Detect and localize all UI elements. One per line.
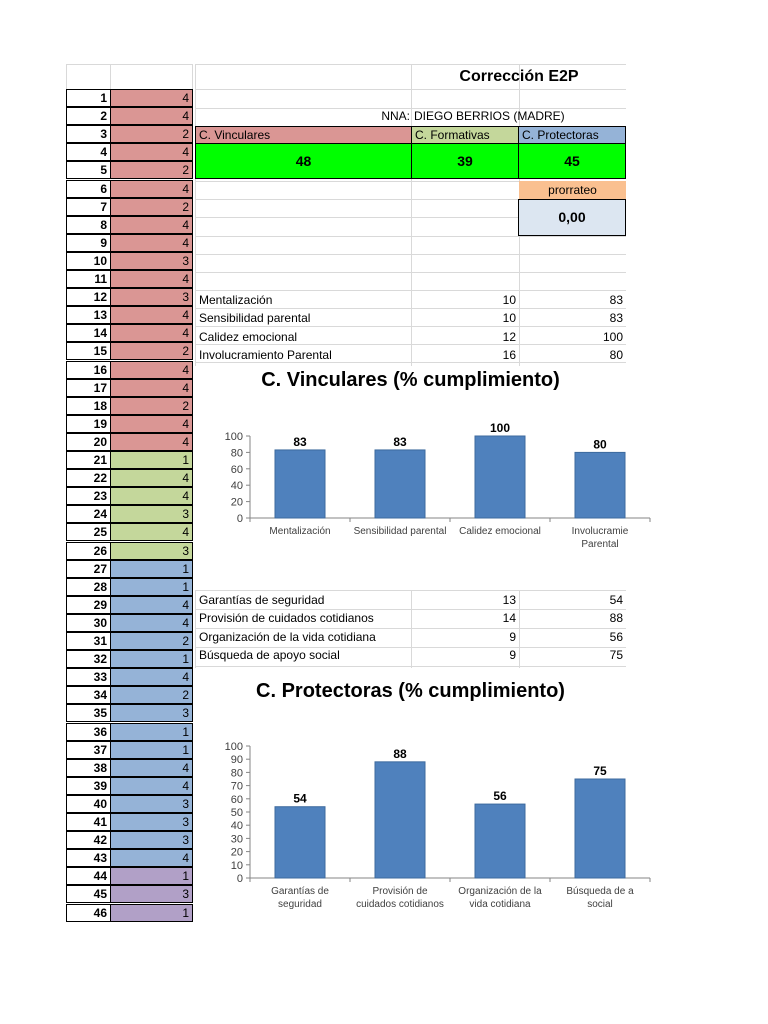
bar bbox=[275, 450, 325, 518]
item-value[interactable]: 4 bbox=[110, 180, 193, 198]
item-value[interactable]: 4 bbox=[110, 614, 193, 632]
item-number[interactable]: 32 bbox=[66, 650, 111, 668]
item-number[interactable]: 6 bbox=[66, 180, 111, 198]
item-number[interactable]: 24 bbox=[66, 505, 111, 523]
item-number[interactable]: 11 bbox=[66, 270, 111, 288]
category-label: Calidez emocional bbox=[459, 526, 541, 537]
item-value[interactable]: 4 bbox=[110, 523, 193, 541]
table-label: Sensibilidad parental bbox=[199, 311, 311, 326]
item-number[interactable]: 36 bbox=[66, 723, 111, 741]
item-value[interactable]: 4 bbox=[110, 668, 193, 686]
data-label: 56 bbox=[493, 789, 507, 804]
item-value[interactable]: 1 bbox=[110, 578, 193, 596]
item-value[interactable]: 2 bbox=[110, 198, 193, 216]
category-header-formativas: C. Formativas bbox=[411, 126, 519, 144]
item-value[interactable]: 4 bbox=[110, 469, 193, 487]
item-value[interactable]: 4 bbox=[110, 89, 193, 107]
table-label: Garantías de seguridad bbox=[199, 593, 325, 607]
item-value[interactable]: 1 bbox=[110, 451, 193, 469]
bar bbox=[275, 807, 325, 878]
table-percent: 83 bbox=[609, 311, 623, 326]
item-value[interactable]: 1 bbox=[110, 867, 193, 885]
item-number[interactable]: 25 bbox=[66, 523, 111, 541]
item-number[interactable]: 7 bbox=[66, 198, 111, 216]
bar bbox=[575, 452, 625, 518]
category-label: Provisión de bbox=[372, 886, 428, 897]
item-number[interactable]: 16 bbox=[66, 361, 111, 379]
item-value[interactable]: 4 bbox=[110, 143, 193, 161]
table-raw-score: 14 bbox=[502, 611, 516, 626]
table-raw-score: 16 bbox=[502, 348, 516, 363]
item-number[interactable]: 39 bbox=[66, 777, 111, 795]
data-label: 83 bbox=[393, 434, 407, 449]
item-value[interactable]: 4 bbox=[110, 849, 193, 867]
category-label: social bbox=[587, 899, 613, 910]
item-value[interactable]: 4 bbox=[110, 759, 193, 777]
table-raw-score: 9 bbox=[509, 629, 516, 644]
item-value[interactable]: 2 bbox=[110, 342, 193, 360]
item-value[interactable]: 3 bbox=[110, 505, 193, 523]
item-value[interactable]: 4 bbox=[110, 361, 193, 379]
grid-line bbox=[195, 64, 196, 366]
item-number[interactable]: 9 bbox=[66, 234, 111, 252]
table-label: Provisión de cuidados cotidianos bbox=[199, 611, 374, 626]
item-number[interactable]: 19 bbox=[66, 415, 111, 433]
header-cell-a bbox=[66, 64, 111, 90]
item-number[interactable]: 33 bbox=[66, 668, 111, 686]
item-value[interactable]: 1 bbox=[110, 723, 193, 741]
table-raw-score: 10 bbox=[502, 293, 516, 307]
table-percent: 75 bbox=[609, 648, 623, 663]
item-value[interactable]: 2 bbox=[110, 686, 193, 704]
category-header-vinculares: C. Vinculares bbox=[195, 126, 412, 144]
category-label: Garantías de bbox=[271, 886, 329, 897]
y-tick-label: 70 bbox=[230, 780, 243, 793]
category-label: seguridad bbox=[278, 899, 322, 910]
table-label: Organización de la vida cotidiana bbox=[199, 629, 376, 644]
chart-vinculares bbox=[195, 415, 629, 560]
chart-protectoras bbox=[195, 735, 634, 915]
category-label: Parental bbox=[581, 539, 619, 550]
item-number[interactable]: 40 bbox=[66, 795, 111, 813]
item-value[interactable]: 3 bbox=[110, 831, 193, 849]
item-value[interactable]: 4 bbox=[110, 324, 193, 342]
y-tick-label: 90 bbox=[230, 754, 243, 767]
item-number[interactable]: 44 bbox=[66, 867, 111, 885]
data-label: 88 bbox=[393, 746, 407, 761]
category-label: vida cotidiana bbox=[469, 899, 531, 910]
table-raw-score: 9 bbox=[509, 648, 516, 663]
data-label: 100 bbox=[489, 421, 511, 435]
data-label: 54 bbox=[293, 791, 307, 806]
header-cell-b bbox=[110, 64, 193, 90]
table-raw-score: 10 bbox=[502, 311, 516, 326]
item-number[interactable]: 46 bbox=[66, 904, 111, 922]
item-value[interactable]: 3 bbox=[110, 795, 193, 813]
item-value[interactable]: 4 bbox=[110, 433, 193, 451]
item-value[interactable]: 2 bbox=[110, 125, 193, 143]
y-tick-label: 30 bbox=[230, 833, 243, 846]
bar bbox=[375, 762, 425, 878]
item-number[interactable]: 41 bbox=[66, 813, 111, 831]
score-protectoras: 45 bbox=[518, 143, 626, 179]
table-label: Involucramiento Parental bbox=[199, 348, 332, 363]
item-number[interactable]: 14 bbox=[66, 324, 111, 342]
item-value[interactable]: 3 bbox=[110, 252, 193, 270]
table-percent: 83 bbox=[609, 293, 623, 307]
nna-label: NNA: bbox=[381, 109, 410, 123]
prorrateo-value: 0,00 bbox=[518, 199, 626, 236]
table-percent: 54 bbox=[609, 593, 623, 607]
item-value[interactable]: 4 bbox=[110, 379, 193, 397]
y-tick-label: 40 bbox=[230, 480, 243, 493]
item-number[interactable]: 4 bbox=[66, 143, 111, 161]
y-tick-label: 0 bbox=[236, 873, 243, 885]
score-formativas: 39 bbox=[411, 143, 519, 179]
item-value[interactable]: 4 bbox=[110, 234, 193, 252]
item-value[interactable]: 4 bbox=[110, 487, 193, 505]
item-number[interactable]: 5 bbox=[66, 161, 111, 179]
y-tick-label: 20 bbox=[230, 496, 243, 509]
data-label: 83 bbox=[293, 434, 307, 449]
item-number[interactable]: 28 bbox=[66, 578, 111, 596]
item-value[interactable]: 1 bbox=[110, 741, 193, 759]
item-value[interactable]: 4 bbox=[110, 270, 193, 288]
y-tick-label: 60 bbox=[230, 463, 243, 476]
item-number[interactable]: 17 bbox=[66, 379, 111, 397]
item-number[interactable]: 10 bbox=[66, 252, 111, 270]
item-number[interactable]: 45 bbox=[66, 885, 111, 903]
y-tick-label: 0 bbox=[236, 513, 243, 525]
item-number[interactable]: 12 bbox=[66, 288, 111, 306]
table-label: Mentalización bbox=[199, 293, 273, 307]
item-value[interactable]: 3 bbox=[110, 704, 193, 722]
table-percent: 100 bbox=[602, 329, 623, 344]
table-raw-score: 13 bbox=[502, 593, 516, 607]
y-tick-label: 100 bbox=[224, 431, 243, 443]
item-number[interactable]: 29 bbox=[66, 596, 111, 614]
bar bbox=[375, 450, 425, 518]
y-tick-label: 60 bbox=[230, 793, 243, 806]
prorrateo-label: prorrateo bbox=[519, 181, 626, 199]
y-tick-label: 80 bbox=[230, 767, 243, 780]
item-number[interactable]: 31 bbox=[66, 632, 111, 650]
item-value[interactable]: 1 bbox=[110, 560, 193, 578]
item-number[interactable]: 1 bbox=[66, 89, 111, 107]
item-number[interactable]: 34 bbox=[66, 686, 111, 704]
item-value[interactable]: 4 bbox=[110, 216, 193, 234]
item-number[interactable]: 22 bbox=[66, 469, 111, 487]
item-number[interactable]: 3 bbox=[66, 125, 111, 143]
item-value[interactable]: 4 bbox=[110, 777, 193, 795]
item-value[interactable]: 2 bbox=[110, 161, 193, 179]
nna-value: DIEGO BERRIOS (MADRE) bbox=[414, 109, 565, 123]
item-number[interactable]: 15 bbox=[66, 342, 111, 360]
grid-line bbox=[195, 590, 196, 668]
item-number[interactable]: 37 bbox=[66, 741, 111, 759]
item-number[interactable]: 35 bbox=[66, 704, 111, 722]
category-label: Organización de la bbox=[458, 886, 542, 897]
category-label: Búsqueda de a bbox=[566, 886, 634, 897]
table-percent: 80 bbox=[609, 348, 623, 363]
table-percent: 88 bbox=[609, 611, 623, 626]
item-value[interactable]: 3 bbox=[110, 813, 193, 831]
item-number[interactable]: 2 bbox=[66, 107, 111, 125]
item-value[interactable]: 4 bbox=[110, 596, 193, 614]
bar bbox=[475, 436, 525, 518]
chart-title-protectoras: C. Protectoras (% cumplimiento) bbox=[256, 680, 565, 702]
item-value[interactable]: 3 bbox=[110, 288, 193, 306]
y-tick-label: 40 bbox=[230, 820, 243, 833]
category-header-protectoras: C. Protectoras bbox=[518, 126, 626, 144]
y-tick-label: 10 bbox=[230, 859, 243, 872]
y-tick-label: 100 bbox=[224, 741, 243, 753]
item-number[interactable]: 8 bbox=[66, 216, 111, 234]
item-value[interactable]: 4 bbox=[110, 306, 193, 324]
item-number[interactable]: 27 bbox=[66, 560, 111, 578]
item-number[interactable]: 21 bbox=[66, 451, 111, 469]
item-value[interactable]: 4 bbox=[110, 107, 193, 125]
y-tick-label: 50 bbox=[230, 807, 243, 819]
table-percent: 56 bbox=[609, 629, 623, 644]
item-number[interactable]: 42 bbox=[66, 831, 111, 849]
item-value[interactable]: 4 bbox=[110, 415, 193, 433]
data-label: 75 bbox=[593, 764, 607, 778]
item-value[interactable]: 2 bbox=[110, 397, 193, 415]
item-number[interactable]: 20 bbox=[66, 433, 111, 451]
item-number[interactable]: 13 bbox=[66, 306, 111, 324]
score-vinculares: 48 bbox=[195, 143, 412, 179]
chart-title-vinculares: C. Vinculares (% cumplimiento) bbox=[261, 369, 560, 391]
item-value[interactable]: 1 bbox=[110, 904, 193, 922]
item-number[interactable]: 18 bbox=[66, 397, 111, 415]
category-label: Involucramie bbox=[571, 526, 629, 537]
item-value[interactable]: 3 bbox=[110, 885, 193, 903]
item-number[interactable]: 43 bbox=[66, 849, 111, 867]
y-tick-label: 20 bbox=[230, 846, 243, 859]
bar bbox=[475, 804, 525, 878]
item-value[interactable]: 3 bbox=[110, 542, 193, 560]
page-title: Corrección E2P bbox=[459, 68, 579, 85]
category-label: cuidados cotidianos bbox=[356, 899, 444, 910]
table-label: Búsqueda de apoyo social bbox=[199, 648, 340, 663]
item-number[interactable]: 23 bbox=[66, 487, 111, 505]
category-label: Mentalización bbox=[269, 526, 331, 537]
item-value[interactable]: 1 bbox=[110, 650, 193, 668]
data-label: 80 bbox=[593, 437, 607, 452]
grid-line bbox=[195, 64, 626, 65]
table-raw-score: 12 bbox=[502, 329, 516, 344]
bar bbox=[575, 779, 625, 878]
item-number[interactable]: 26 bbox=[66, 542, 111, 560]
item-value[interactable]: 2 bbox=[110, 632, 193, 650]
category-label: Sensibilidad parental bbox=[353, 526, 447, 537]
item-number[interactable]: 38 bbox=[66, 759, 111, 777]
item-number[interactable]: 30 bbox=[66, 614, 111, 632]
table-label: Calidez emocional bbox=[199, 329, 298, 344]
y-tick-label: 80 bbox=[230, 447, 243, 460]
